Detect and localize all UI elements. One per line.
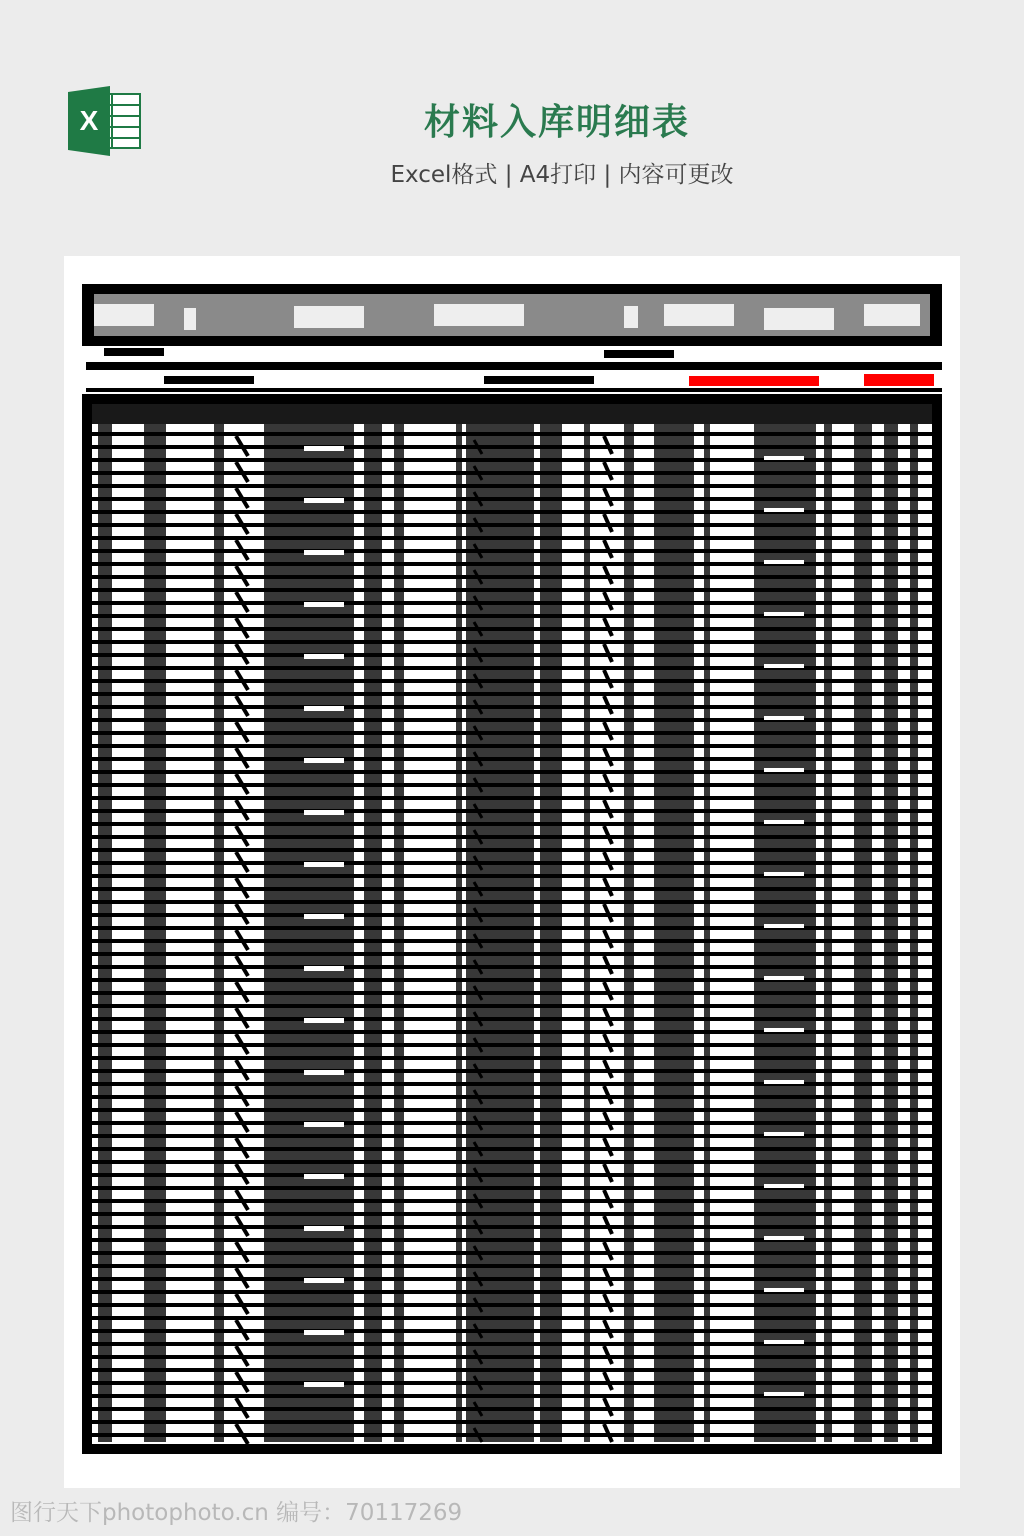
table-column-band <box>910 424 918 1442</box>
table-column-band <box>854 424 872 1442</box>
cell-gap <box>764 1340 804 1344</box>
table-border-right <box>932 394 942 1452</box>
cell-gap <box>304 1226 344 1231</box>
cell-gap <box>764 1080 804 1084</box>
cell-gap <box>764 612 804 616</box>
cell-gap <box>304 602 344 607</box>
title-glyph-fragment <box>294 306 364 328</box>
cell-gap <box>304 810 344 815</box>
cell-gap <box>304 1018 344 1023</box>
title-glyph-fragment <box>94 304 154 326</box>
cell-gap <box>764 976 804 980</box>
table-column-band <box>144 424 166 1442</box>
cell-gap <box>764 508 804 512</box>
cell-gap <box>304 498 344 503</box>
info-row-line <box>86 362 942 370</box>
info-text-fragment <box>484 376 594 384</box>
sheet-title-border-bottom <box>82 336 942 346</box>
table-column-band <box>884 424 898 1442</box>
table-column-band <box>364 424 382 1442</box>
cell-gap <box>304 862 344 867</box>
cell-gap <box>764 1028 804 1032</box>
title-glyph-fragment <box>664 304 734 326</box>
info-highlight-fragment <box>689 376 819 386</box>
table-column-band <box>98 424 112 1442</box>
cell-gap <box>764 664 804 668</box>
watermark: 图行天下photophoto.cn 编号：70117269 <box>10 1500 463 1526</box>
cell-gap <box>304 654 344 659</box>
title-glyph-fragment <box>434 304 524 326</box>
cell-gap <box>304 914 344 919</box>
cell-gap <box>304 758 344 763</box>
table-column-band <box>214 424 224 1442</box>
title-glyph-fragment <box>864 304 920 326</box>
cell-gap <box>764 560 804 564</box>
sheet-preview <box>64 256 960 1488</box>
svg-text:X: X <box>79 105 99 136</box>
cell-gap <box>764 924 804 928</box>
cell-gap <box>304 706 344 711</box>
table-column-band <box>526 424 534 1442</box>
cell-gap <box>304 550 344 555</box>
table-header-row <box>92 404 932 424</box>
cell-gap <box>764 872 804 876</box>
cell-gap <box>764 1236 804 1240</box>
info-text-fragment <box>104 348 164 356</box>
title-glyph-fragment <box>184 308 196 330</box>
sheet-title-border-left <box>82 284 94 346</box>
table-column-band <box>824 424 832 1442</box>
document-subtitle: Excel格式 | A4打印 | 内容可更改 <box>390 162 734 188</box>
info-highlight-fragment <box>864 374 934 386</box>
table-column-band <box>540 424 562 1442</box>
table-column-band <box>456 424 462 1442</box>
spreadsheet-preview-image <box>64 256 960 1488</box>
cell-gap <box>764 1132 804 1136</box>
cell-gap <box>304 1122 344 1127</box>
info-row-line <box>86 388 942 392</box>
sheet-title-border-top <box>82 284 942 294</box>
table-column-band <box>654 424 694 1442</box>
table-column-band <box>584 424 590 1442</box>
cell-gap <box>764 820 804 824</box>
title-glyph-fragment <box>764 308 834 330</box>
cell-gap <box>304 1330 344 1335</box>
cell-gap <box>304 446 344 451</box>
document-title: 材料入库明细表 <box>423 102 690 143</box>
cell-gap <box>764 1288 804 1292</box>
table-column-band <box>466 424 526 1442</box>
table-column-band <box>704 424 710 1442</box>
info-text-fragment <box>164 376 254 384</box>
table-column-band <box>394 424 404 1442</box>
info-text-fragment <box>604 350 674 358</box>
cell-gap <box>304 1070 344 1075</box>
table-border-bottom <box>82 1444 942 1454</box>
table-column-band <box>264 424 354 1442</box>
table-border-top <box>82 394 942 404</box>
cell-gap <box>764 716 804 720</box>
cell-gap <box>764 456 804 460</box>
table-column-band <box>624 424 634 1442</box>
cell-gap <box>304 966 344 971</box>
cell-gap <box>304 1278 344 1283</box>
table-border-left <box>82 394 92 1452</box>
cell-gap <box>764 768 804 772</box>
cell-gap <box>764 1392 804 1396</box>
cell-gap <box>304 1174 344 1179</box>
sheet-title-border-right <box>930 284 942 346</box>
cell-gap <box>304 1382 344 1387</box>
title-glyph-fragment <box>624 306 638 328</box>
cell-gap <box>764 1184 804 1188</box>
